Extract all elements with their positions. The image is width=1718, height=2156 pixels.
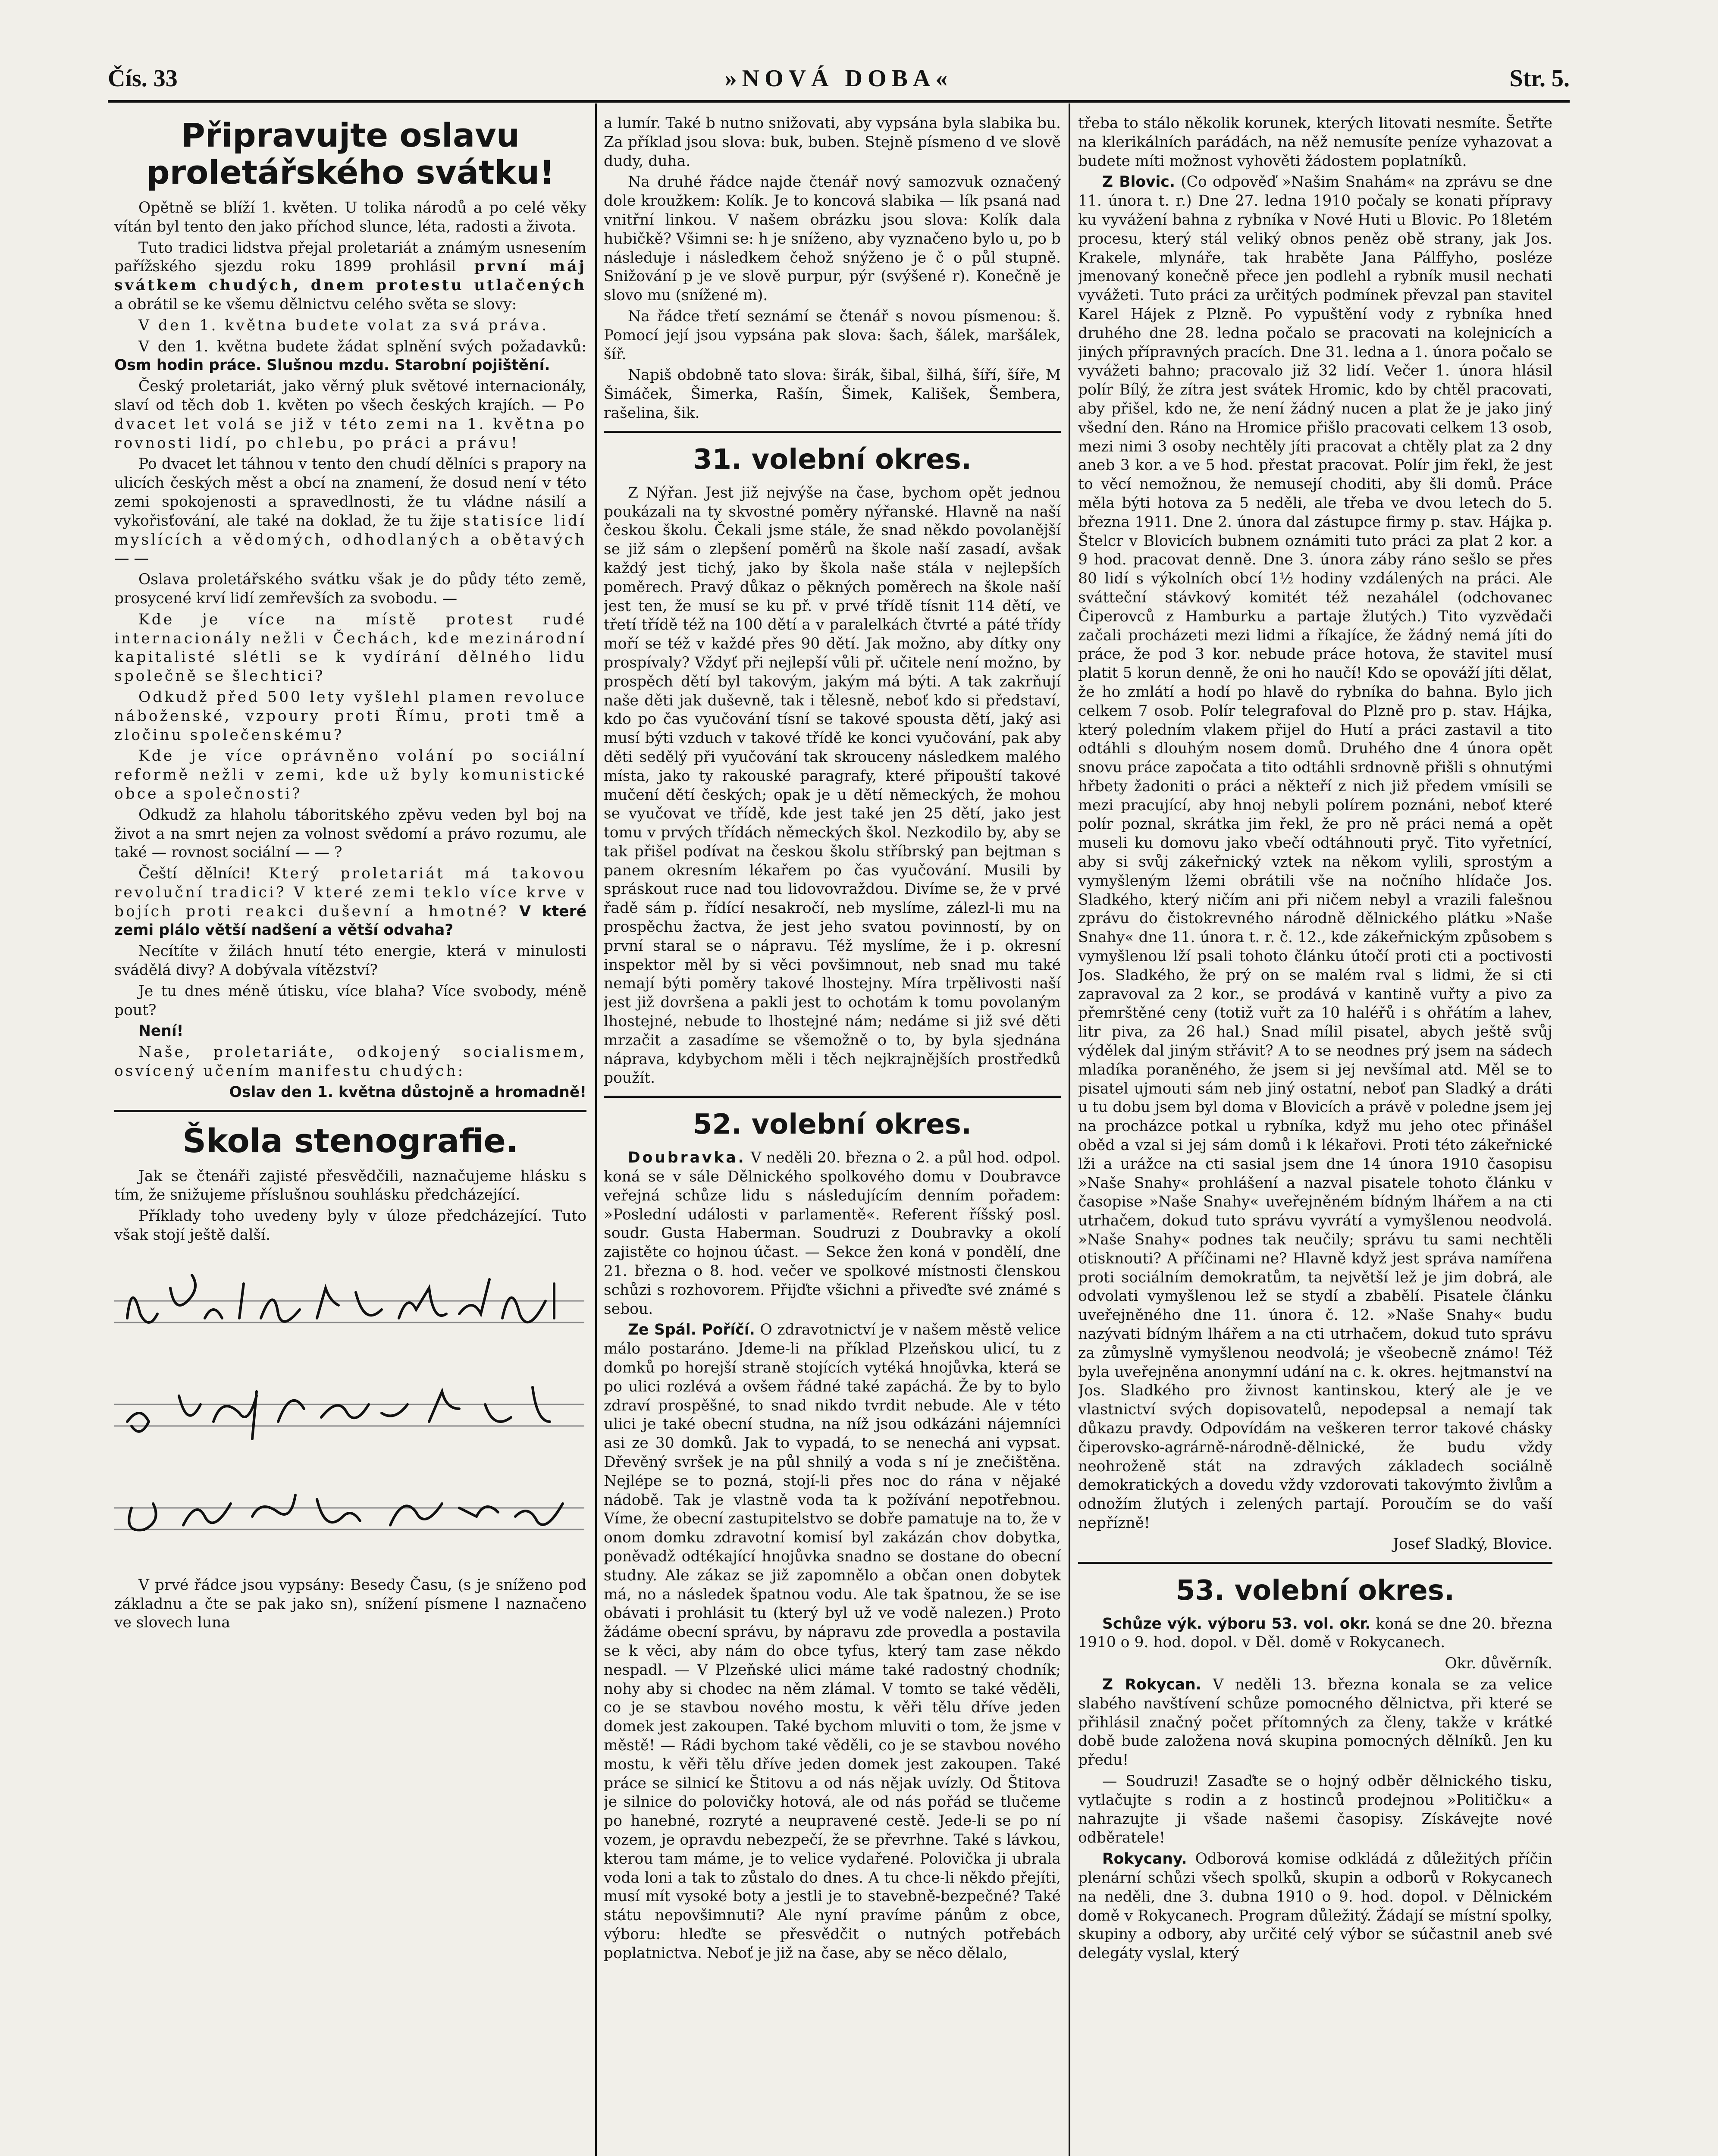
paragraph: a lumír. Také b nutno snižovati, aby vypsána byla slabika bu. Za příklad jsou slova: buk, buben. Stejně písmeno d ve slově dudy, duha. bbox=[604, 115, 1061, 170]
headline-district-52: 52. volební okres. bbox=[693, 1109, 972, 1141]
page-number: Str. 5. bbox=[1509, 65, 1570, 92]
column-2 bbox=[604, 114, 1061, 2156]
paragraph: Z Nýřan. Jest již nejvýše na čase, bychom opět jednou poukázali na ty skvostné poměry nýřanské. Hlavně na naší českou školu. Čekali jsme stále, že snad někdo povolanější se již sám o zlepšení poměrů na škole naší zasadí, avšak každý jest tichý, jako by škola naše stála v nejlepších poměrech. Pravý důkaz o pěkných poměrech na škole naší jest ten, že musí se ku př. v prvé třídě tísnit 114 dětí, ve třetí třídě též na 100 dětí a v paralelkách čtvrté a páté třídy moří se též v každé přes 90 dětí. Jak možno, aby dítky ony prospívaly? Vždyť při nejlepší vůli př. učitele není možno, by prospěch dětí byl takovým, jakým má býti. A tak zakrňují naše děti jak duševně, tak i tělesně, neboť kdo si představí, kdo po čas vyučování tísní se takové spousta dětí, jaký asi musí býti vzduch v takové třídě ke konci vyučování, pak aby děti sedělý při vyučování tak skrouceny následkem malého místa, jako ty rakouské paragrafy, které připouští takové mučení dětí českých; opak je u dětí německých, že mohou se vyučovat ve třídě, kde jest také jen 25 dětí, jako jest tomu v prvých třídách německých škol. Nezkodilo by, aby se tak přišel podívat na českou školu stříbrský pan bejtman s panem okresním lékařem po čas vyučování. Musili by spráskout ruce nad tou lidovovraždou. Divíme se, že v prvé řadě sám p. řídící nesakročí, neb myslíme, zálezl-li mu na prospěchu žactva, že jest jeho svatou povinností, by on první staral se o nápravu. Též myslíme, že i p. okresní inspektor měl by si věci povšimnout, neb snad mu také nemají býti poměry takové lhostejny. Míra trpělivosti naší jest již dovršena a pakli jest to ochotám k tomu povolaným lhostejné, nebude to lhostejné nám; nedáme si již své děti mrzačit a zasadíme se všemožně o to, by byla sjednána náprava, kdybychom měli i těch nejkrajnějších prostředků použít. bbox=[604, 484, 1061, 1087]
signature: Okr. důvěrník. bbox=[1445, 1655, 1552, 1673]
header-rule bbox=[108, 100, 1570, 103]
paragraph: — Soudruzi! Zasaďte se o hojný odběr dělnického tisku, vytlačujte s rodin a z hostinců prodejnou »Političku« a nahrazujte ji všade našemi časopisy. Získávejte nové odběratele! bbox=[1078, 1772, 1552, 1847]
issue-number: Čís. 33 bbox=[108, 65, 178, 92]
paragraph: Jak se čtenáři zajisté přesvědčili, naznačujeme hlásku s tím, že snižujeme příslušnou souhlásku předcházející. bbox=[114, 1167, 586, 1204]
column-1 bbox=[114, 114, 586, 2156]
separator bbox=[1078, 1562, 1552, 1564]
paragraph: V den 1. května budete volat za svá práva. bbox=[138, 317, 549, 334]
closing-call: Oslav den 1. května důstojně a hromadně! bbox=[229, 1083, 586, 1101]
separator bbox=[604, 1096, 1061, 1098]
paragraph: Opětně se blíží 1. květen. U tolika národů a po celé věky vítán byl tento den jako příchod slunce, léta, radosti a života. bbox=[114, 199, 586, 235]
paragraph: V den 1. května budete žádat splnění svých požadavků: Osm hodin práce. Slušnou mzdu. Starobní pojištění. bbox=[114, 338, 586, 374]
paragraph: Čeští dělníci! Který proletariát má takovou revoluční tradici? V které zemi teklo více krve v bojích proti reakci duševní a hmotné? V které zemi plálo větší nadšení a větší odvaha? bbox=[114, 865, 586, 939]
paragraph: Rokycany. Odborová komise odkládá z důležitých příčin plenární schůzi všech spolků, skupin a odborů v Rokycanech na neděli, dne 3. dubna 1910 o 9. hod. dopol. v Dělnickém domě v Rokycanech. Program důležitý. Žádají se místní spolky, skupiny a odbory, aby určité celý výbor se súčastnil aneb své delegáty vyslal, který bbox=[1078, 1850, 1552, 1962]
paragraph: Příklady toho uvedeny byly v úloze předcházející. Tuto však stojí ještě další. bbox=[114, 1207, 586, 1244]
column-3 bbox=[1078, 114, 1552, 2156]
paragraph: Není! bbox=[138, 1022, 184, 1040]
paragraph: třeba to stálo několik korunek, kterých litovati nesmíte. Šetřte na klerikálních parádách, na něž nemusíte peníze vyhazovat a budete míti možnost vyhověti žádostem poplatníků. bbox=[1078, 115, 1552, 170]
paragraph: Ze Spál. Poříčí. O zdravotnictví je v našem městě velice málo postaráno. Jdeme-li na příklad Plzeňskou ulicí, tu z domků po horejší straně stojících vytéká hnojůvka, která se po ulici rozlévá a ovšem řádné také zapáchá. Že by to bylo zdraví prospěšné, to snad nikdo tvrdit nebude. Ale v této ulici je také obecní studna, na níž jsou odkázáni nájemníci asi ze 30 domků. Jak to vypadá, to se nenechá ani vypsat. Dřevěný svršek je na půl shnilý a voda s ní je znečištěna. Nejlépe se to pozná, stojí-li přes noc do rána v nějaké nádobě. Tak je vlastně voda ta k požívání nepotřebnou. Víme, že obecní zastupitelstvo se dobře pamatuje na to, že v onom domku zdravotní komisí byl zakázán chov dobytka, poněvadž odtékající hnojůvka snadno se dostane do obecní studny. Ale zákaz se již zapomnělo a občan onen dobytek má, no a následek špatnou vodu. Ale tak špatnou, že se ise obávati i prohlásit tu (který byl už ve vodě nalezen.) Proto žádáme obecní správu, by nápravu zde provedla a postavila se k věci, aby nám do obce tyfus, který tam zase někdo nespadl. — V Plzeňské ulici máme také radostný chodník; nohy aby si chodec na něm zlámal. V tomto se také věděli, co je se stavbou nového mostu, k věři tělu dříve jeden domek jest zakoupen. Také bychom mluviti o tom, že jsme v městě! — Rádi bychom také věděli, co je se stavbou nového mostu, k věři tělu dříve jeden domek jest zakoupen. Také práce se silnicí ke Štitovu a od nás nějak uvízly. Od Štitova je silnice do polovičky hotová, ale od nás pořád se tlučeme po hanebné, rozryté a neupravené cestě. Jede-li se po ní vozem, je opravdu nebezpečí, že se převrhne. Také s lávkou, kterou tam máme, je to velice vydařené. Polovička ji ubrala voda loni a tak to zůstalo do dnes. A tu chce-li někdo přejíti, musí mít vysoké boty a jestli je to stavebně-bezpečné? Také státu nepovšimnuti? Ale nyní pravíme pánům z obce, výboru: hleďte se přesvědčit o nutných potřebách poplatnictva. Neboť je již na čase, aby se něco dělalo, bbox=[604, 1321, 1061, 1962]
paragraph: Doubravka. V neděli 20. března o 2. a půl hod. odpol. koná se v sále Dělnického spolkového domu v Doubravce veřejná schůze lidu s následujícím denním pořadem: »Poslední události v parlamentě«. Referent říšský posl. soudr. Gusta Haberman. Soudruzi z Doubravky a okolí zajistěte co hojnou účast. — Sekce žen koná v pondělí, dne 21. března o 8. hod. večer ve spolkové místnosti členskou schůzi s rozhovorem. Přijďte všichni a přiveďte své známé s sebou. bbox=[604, 1149, 1061, 1318]
paragraph: Tuto tradici lidstva přejal proletariát a známým usnesením pařížského sjezdu roku 1899 prohlásil první máj svátkem chudých, dnem protestu utlačených a obrátil se ke všemu dělnictvu celého světa se slovy: bbox=[114, 239, 586, 313]
stenography-example-image bbox=[114, 1258, 584, 1568]
headline-district-53: 53. volební okres. bbox=[1176, 1574, 1455, 1607]
signature: Josef Sladký, Blovice. bbox=[1393, 1535, 1552, 1553]
paragraph: Z Blovic. (Co odpověď »Našim Snahám« na zprávu se dne 11. února t. r.) Dne 27. ledna 1910 počaly se konati přípravy ku vyvážení bahna z rybníka v Nové Huti u Blovic. Po 18letém procesu, který stál veliký obnos peněz obě strany, jak Jos. Krakele, mlynáře, tak hraběte Jana Pálffyho, posléze jmenovaný konečně přece jen podlehl a rybník musil nechati vyvážeti. Tuto práci za určitých podmínek převzal pan stavitel Karel Hájek z Plzně. Po vypuštění vody z rybníka hned druhého dne 28. ledna počalo se pracovati na kolejnicích a jiných přípravných pracích. Dne 31. ledna a 1. února počalo se vyvážeti bahno; pracovalo již 32 lidí. Večer 1. února hlásil polír Bílý, že zítra jest svátek Hromic, kdo by chtěl pracovati, aby přišel, kdo ne, že není žádný nucen a plat že je jako jiný všední den. Ráno na Hromice přišlo pracovati celkem 13 osob, mezi nimi 3 osoby nechtěly jíti pracovat a chtěly plat za 2 dny aneb 3 kor. a ve 5 hod. přestat pracovat. Polír jim řekl, že jest to věcí nemožnou, že nemusejí choditi, aby šli domů. Práce měla býti hotova za 5 neděli, ale třeba ve dvou letech do 5. března 1911. Dne 2. února dal zástupce firmy p. stav. Hájka p. Štelcr v Blovicích bubnem oznámiti tuto práci za plat 2 kor. a 9 hod. pracovat denně. Dne 3. února záby ráno sešlo se přes 80 lidí s výkolních obcí 1½ hodiny vzdálených na práci. Ale svátteční stávkový komitét též nezahálel (odchovanec Čiperovců z Hamburku a partaje žlutých.) Tito vyzvědači začali procházeti mezi lidmi a říkajíce, že žádný nemá jíti do práce, že pod 3 kor. nebude práce hotova, že stavitel musí platit 5 korun denně, že oni ho naučí! Kdo se opováží jíti dělat, že ho zmlátí a hodí po hlavě do rybníka do bahna. Bylo jich celkem 7 osob. Polír telegrafoval do Plzně pro p. stav. Hájka, který poledním vlakem přijel do Hutí a práci zastavil a tito odtáhli s dlouhým nosem domů. Druhého dne 4 února opět snovu práce započata a tito odtáhli srdnovně přišli s ohnutými hřbety žadoniti o práci a někteří z nich již předem vmísili se mezi pracující, aby hnoj nebyli polírem poznáni, neboť které polír poznal, skrátka jim řekl, že pro ně práci nemá a opět museli ku domovu jako vbečí odtáhnouti pryč. Tito vyřetnící, aby si svůj zákeřnický vztek na někom vylili, sprostým a vymyšleným lžemi obrátili vše na nočního hlídače Jos. Sladkého, který ničím ani při ničem nebyl a vrazili falešnou zprávu do čistokrevného národně dělnického plátku »Naše Snahy« dne 11. února t. r. č. 12., kde zákeřnickým způsobem s vymyšlenou lží psali tohoto článku útočí proti cti a poctivosti Jos. Sladkého, že prý on se malém rval s lidmi, že si cti zapravoval za 2 kor., se prodává v kantině vuřty a pivo za přemrštěné ceny (totiž vuřt za 10 haléřů i s ohřátím a lahev, litr piva, za 26 hal.) Snad mílil pisatel, abych ještě svůj výdělek dal jiným střávit? A to se neodnes prý jsem na sádech mladíka poraněného, že jsem si jej nevšímal atd. Měl se to pisatel ujmouti sám neb jiný ostatní, neboť pan Sladký a dráti u tu dobu jsem byl doma v Blovicích a právě v poledne jsem jej na procházce potkal u rybníka, když mu jeho otec přinášel oběd a vzal si jej sám domů i k lékařovi. Proti této zákeřnické lži a urážce na cti sasial jsem dne 14 února 1910 časopisu »Naše Snahy« prohlášení a nazval pisatele tohoto článku v časopise »Naše Snahy« uveřejněném bídným lhářem a na cti utrhačem, dokud tuto správu vyvrátí a vymyšlenou neodvolá. »Naše Snahy« podnes tak neučily; správu tu sami nechtěli otisknouti? A příčinami ne? Hlavně když jest správa namířena proti sociálním demokratům, ta největší lež je jim dobrá, ale odvolati vymyšlenou lež se stydí a zbabělí. Pisatele článku uveřejněného dne 11. února č. 12. »Naše Snahy« budu nazývati bídným lhářem a na cti utrhačem, dokud tuto správu za zůmyslně vymyšlenou neodvolá; je všeobecně známo! Též byla uveřejněna anonymní udání na c. k. okres. hejtmanství na Jos. Sladkého pro živnost kantinskou, který ale je ve vlastnictví svých dopisovatelů, nepodepsal a nemají tak důkazu pravdy. Odpovídám na veškeren terror takové chásky čiperovsko-agrárně-národně-dělnické, že budu vždy neohroženě stát na zdravých základech sociálně demokratických a dovedu vždy vzdorovati takovýmto živlům a odnožím žlutých i zelených partají. Poroučím se do vaší nepřízně! bbox=[1078, 173, 1552, 1532]
paragraph: Napiš obdobně tato slova: širák, šibal, šilhá, šíří, šíře, M Šimáček, Šimerka, Rašín, Šimek, Kališek, Šembera, rašelina, šik. bbox=[604, 367, 1061, 422]
separator bbox=[604, 431, 1061, 433]
paragraph: Český proletariát, jako věrný pluk světové internacionály, slaví od těch dob 1. květen po všech českých krajích. — Po dvacet let volá se již v této zemi na 1. května po rovnosti lidí, po chlebu, po práci a právu! bbox=[114, 378, 586, 452]
separator bbox=[114, 1110, 586, 1112]
paragraph: Kde je více na místě protest rudé internacionály nežli v Čechách, kde mezinárodní kapitalisté slétli se k vydírání dělného lidu společně se šlechtici? bbox=[114, 611, 586, 685]
paragraph: Po dvacet let táhnou v tento den chudí dělníci s prapory na ulicích českých měst a obcí na znamení, že dosud není v této zemi spokojenosti a spravedlnosti, že tu vládne násilí a vykořisťování, ale také na doklad, že tu žije statisíce lidí myslících a vědomých, odhodlaných a obětavých — — bbox=[114, 455, 586, 567]
newspaper-title: »NOVÁ DOBA« bbox=[724, 65, 953, 92]
paragraph: Odkudž za hlaholu táboritského zpěvu veden byl boj na život a na smrt nejen za volnost svědomí a právo rozumu, ale také — rovnost sociální — — ? bbox=[114, 806, 586, 862]
page-header bbox=[108, 65, 1570, 99]
headline-proletarian-holiday: Připravujte oslavu proletářského svátku! bbox=[146, 116, 555, 191]
paragraph: Kde je více oprávněno volání po sociální reformě nežli v zemi, kde už byly komunistické obce a společnosti? bbox=[114, 747, 586, 802]
paragraph: Je tu dnes méně útisku, více blaha? Více svobody, méně pout? bbox=[114, 982, 586, 1019]
paragraph: Oslava proletářského svátku však je do půdy této země, prosycené krví lidí zemřevších za svobodu. — bbox=[114, 571, 586, 607]
headline-district-31: 31. volební okres. bbox=[693, 443, 972, 476]
paragraph: Z Rokycan. V neděli 13. března konala se za velice slabého navštívení schůze pomocného dělnictva, při které se přihlásil značný počet přítomných za členy, takže v krátké době bude založena nová skupina pomocných dělníků. Jen ku předu! bbox=[1078, 1676, 1552, 1769]
column-rule-right bbox=[1069, 103, 1070, 2156]
paragraph: Naše, proletariáte, odkojený socialismem, osvícený učením manifestu chudých: bbox=[114, 1044, 586, 1080]
paragraph: Schůze výk. výboru 53. vol. okr. koná se dne 20. března 1910 o 9. hod. dopol. v Děl. domě v Rokycanech. bbox=[1078, 1615, 1552, 1651]
paragraph: Na řádce třetí seznámí se čtenář s novou písmenou: š. Pomocí její jsou vypsána pak slova: šach, šálek, maršálek, šíř. bbox=[604, 307, 1061, 363]
paragraph: V prvé řádce jsou vypsány: Besedy Času, (s je sníženo pod základnu a čte se pak jako sn), snížení písmene l naznačeno ve slovech luna bbox=[114, 1576, 586, 1632]
paragraph: Odkudž před 500 lety vyšlehl plamen revoluce náboženské, vzpoury proti Římu, proti tmě a zločinu společenskému? bbox=[114, 688, 586, 744]
paragraph: Necítíte v žilách hnutí této energie, která v minulosti svádělá divy? A dobývala vítězství? bbox=[114, 943, 586, 979]
headline-stenography: Škola stenografie. bbox=[182, 1121, 518, 1160]
paragraph: Na druhé řádce najde čtenář nový samozvuk označený dole kroužkem: Kolík. Je to koncová slabika — lík psaná nad vnitřní linkou. V našem obrázku jsou slova: Kolík dala hubičkě? Všimni se: h je sníženo, aby vyznačeno bylo u, po b následuje i následkem čehož snýženo je č o půl stupně. Snižování p je ve slově purpur, pýr (svýšené r). Konečně je slovo mu (snížené m). bbox=[604, 173, 1061, 304]
column-rule-left bbox=[595, 103, 597, 2156]
